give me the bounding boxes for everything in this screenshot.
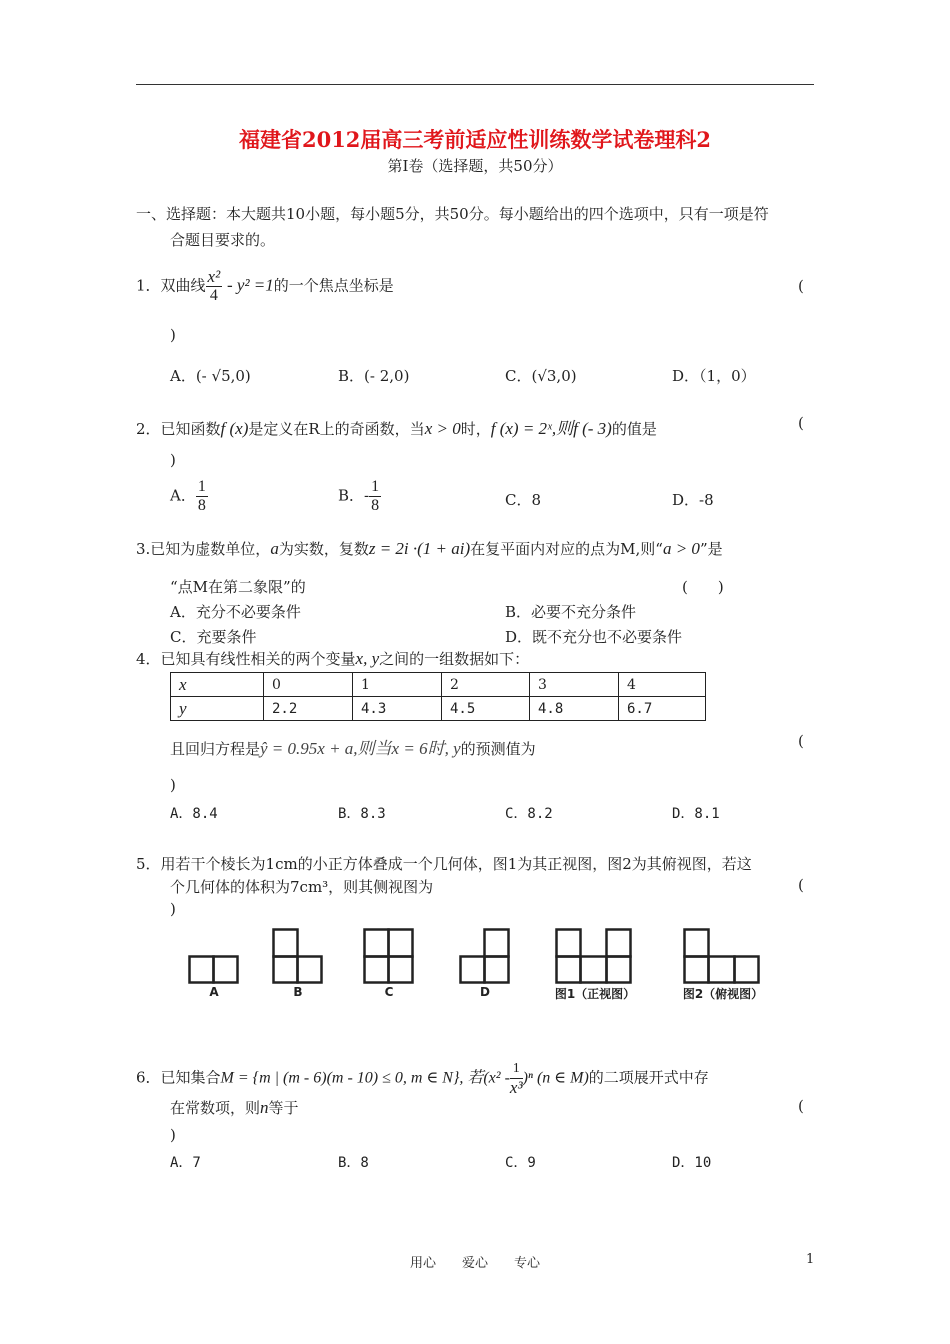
- q3-mid2: 在复平面内对应的点为M,则“: [470, 540, 663, 558]
- table-cell: 2: [442, 673, 530, 697]
- q6-paren-open: (: [798, 1097, 804, 1115]
- page-footer: 用心 爱心 专心: [409, 1256, 540, 1271]
- q2-opt-a-den: 8: [197, 497, 206, 514]
- figure-top-view-drawing: [683, 928, 760, 985]
- table-cell: 1: [353, 673, 442, 697]
- q2-paren-open: (: [798, 414, 804, 432]
- figure-c-drawing: [363, 928, 415, 985]
- table-row-y: [171, 697, 706, 721]
- q1-paren-close: ): [170, 326, 176, 344]
- table-cell: y: [171, 697, 264, 721]
- table-cell: 0: [264, 673, 353, 697]
- q4-reg-suffix: 的预测值为: [460, 740, 536, 758]
- q4-prefix: 4．已知具有线性相关的两个变量: [136, 650, 356, 668]
- q4-option-a: A．8.4: [170, 806, 218, 822]
- q3-prefix: 3.已知为虚数单位，: [136, 540, 271, 558]
- figure-label-a: A: [209, 985, 219, 999]
- q6-set-expression: M = {m | (m - 6)(m - 10) ≤ 0, m ∈ N}, 若(x² -: [220, 1069, 510, 1087]
- q6-suffix: 的二项展开式中存: [588, 1068, 709, 1087]
- page-subtitle: 第Ⅰ卷（选择题，共50分）: [387, 157, 563, 175]
- q1-frac-num: x²: [207, 267, 221, 286]
- figure-label-front-view: 图1（正视图）: [554, 987, 636, 1001]
- q2-opt-b-den: 8: [371, 497, 380, 514]
- q3-a: a: [270, 539, 279, 558]
- question-5-line2: 个几何体的体积为7cm³，则其侧视图为: [170, 878, 434, 896]
- figure-option-b: [272, 928, 324, 999]
- q2-opt-a-label: A．: [170, 486, 196, 505]
- q3-expression: z = 2i ·(1 + ai): [368, 539, 471, 558]
- figure-option-d: [459, 928, 511, 999]
- section-intro-line2: 合题目要求的。: [170, 231, 276, 249]
- q2-condition: x > 0: [424, 419, 461, 438]
- q1-paren-open: (: [798, 277, 804, 295]
- figure-front-view-drawing: [555, 928, 632, 985]
- q2-opt-a-fraction: [196, 478, 208, 515]
- table-row-x: [171, 673, 706, 697]
- q2-opt-b-label: B．-: [338, 486, 370, 505]
- question-5-line1: 5．用若干个棱长为1cm的小正方体叠成一个几何体，图1为其正视图，图2为其俯视图，若这: [136, 855, 752, 873]
- q2-expression: f (x) = 2ˣ,则f (- 3): [490, 419, 612, 438]
- figure-b-drawing: [272, 928, 324, 985]
- q2-mid: 是定义在R上的奇函数，当: [248, 420, 425, 438]
- q3-suffix: ”是: [699, 540, 723, 558]
- q2-option-a: [170, 478, 208, 515]
- section-intro-line1: 一、选择题：本大题共10小题，每小题5分，共50分。每小题给出的四个选项中，只有一项是符: [136, 205, 769, 223]
- table-cell: 3: [530, 673, 619, 697]
- figure-label-top-view: 图2（俯视图）: [682, 987, 764, 1001]
- q3-option-a: A．充分不必要条件: [170, 603, 301, 621]
- q1-option-a: A．(- √5,0): [170, 367, 251, 385]
- q4-option-d: D．8.1: [672, 806, 720, 822]
- q6-set-expression-2: )ⁿ (n ∈ M): [522, 1069, 589, 1087]
- q1-frac-den: 4: [209, 287, 218, 304]
- q6-fraction: [510, 1060, 523, 1097]
- q4-paren-open: (: [798, 732, 804, 750]
- q2-function: f (x): [220, 419, 249, 438]
- q1-option-b: B．(- 2,0): [338, 367, 410, 385]
- q6-frac-num: 1: [510, 1060, 523, 1079]
- q3-paren: ( ): [682, 578, 724, 596]
- q6-paren-close: ): [170, 1126, 176, 1144]
- q2-opt-a-num: 1: [197, 478, 206, 495]
- table-cell: 4.8: [530, 697, 619, 721]
- q4-regression: [170, 734, 536, 759]
- q4-suffix: 之间的一组数据如下：: [379, 650, 530, 668]
- question-4-stem: [136, 648, 529, 669]
- q4-reg-prefix: 且回归方程是: [170, 740, 261, 758]
- q1-fraction: [206, 268, 223, 305]
- q6-option-a: A．7: [170, 1155, 201, 1171]
- data-table: [170, 672, 706, 721]
- q2-option-c: C．8: [505, 491, 542, 509]
- q1-prefix: 1．双曲线: [136, 276, 206, 295]
- question-3-stem: [136, 538, 723, 559]
- q6-prefix: 6．已知集合: [136, 1068, 221, 1087]
- q2-opt-b-num: 1: [371, 478, 380, 495]
- q3-option-c: C．充要条件: [170, 628, 257, 646]
- q6-line2-suffix: 等于: [268, 1099, 299, 1117]
- q6-option-d: D．10: [672, 1155, 712, 1171]
- figure-option-a: [188, 955, 240, 999]
- q2-option-d: D．-8: [672, 491, 714, 509]
- q1-equation: - y² =1: [226, 275, 274, 295]
- table-cell: 4.5: [442, 697, 530, 721]
- q2-prefix: 2．已知函数: [136, 420, 221, 438]
- q2-mid2: 时，: [460, 420, 491, 438]
- q5-paren-open: (: [798, 876, 804, 894]
- table-cell: 4.3: [353, 697, 442, 721]
- table-cell: 2.2: [264, 697, 353, 721]
- q4-option-b: B．8.3: [338, 806, 386, 822]
- figure-d-drawing: [459, 928, 511, 985]
- q4-option-c: C．8.2: [505, 806, 553, 822]
- q3-line2: “点M在第二象限”的: [170, 578, 306, 596]
- question-6-line2: [170, 1097, 299, 1118]
- figure-option-c: [363, 928, 415, 999]
- figure-label-c: C: [384, 985, 394, 999]
- q3-mid: 为实数，复数: [278, 540, 369, 558]
- q1-option-c: C．(√3,0): [505, 367, 577, 385]
- q3-option-b: B．必要不充分条件: [505, 603, 637, 621]
- q6-frac-den: x³: [509, 1078, 523, 1097]
- q5-paren-close: ): [170, 900, 176, 918]
- q2-option-b: [338, 478, 381, 515]
- q6-line2-prefix: 在常数项，则: [170, 1099, 261, 1117]
- question-6-stem: [136, 1060, 709, 1097]
- figure-top-view: [683, 928, 771, 1002]
- q3-option-d: D．既不充分也不必要条件: [505, 628, 683, 646]
- table-cell: 6.7: [619, 697, 706, 721]
- q2-paren-close: ): [170, 451, 176, 469]
- figure-a-drawing: [188, 955, 240, 985]
- q3-condition: a > 0: [662, 539, 700, 558]
- q1-option-d: D．（1，0）: [672, 367, 756, 385]
- figure-label-b: B: [293, 985, 303, 999]
- q6-option-c: C．9: [505, 1155, 536, 1171]
- page-number: 1: [806, 1252, 815, 1267]
- table-cell: 4: [619, 673, 706, 697]
- page-title: 福建省2012届高三考前适应性训练数学试卷理科2: [238, 127, 712, 152]
- q6-n: n: [260, 1098, 269, 1117]
- q2-suffix: 的值是: [611, 420, 657, 438]
- table-cell: x: [171, 673, 264, 697]
- q1-suffix: 的一个焦点坐标是: [273, 276, 394, 295]
- question-2-stem: [136, 414, 657, 439]
- q2-opt-b-fraction: [369, 478, 381, 515]
- q4-vars: x, y: [355, 649, 380, 668]
- q4-reg-expression: ŷ = 0.95x + a,则当x = 6时, y: [260, 739, 461, 758]
- question-1-stem: [136, 268, 394, 305]
- header-rule: [136, 84, 814, 85]
- q6-option-b: B．8: [338, 1155, 369, 1171]
- figure-label-d: D: [480, 985, 490, 999]
- q4-paren-close: ): [170, 776, 176, 794]
- figure-front-view: [555, 928, 643, 1002]
